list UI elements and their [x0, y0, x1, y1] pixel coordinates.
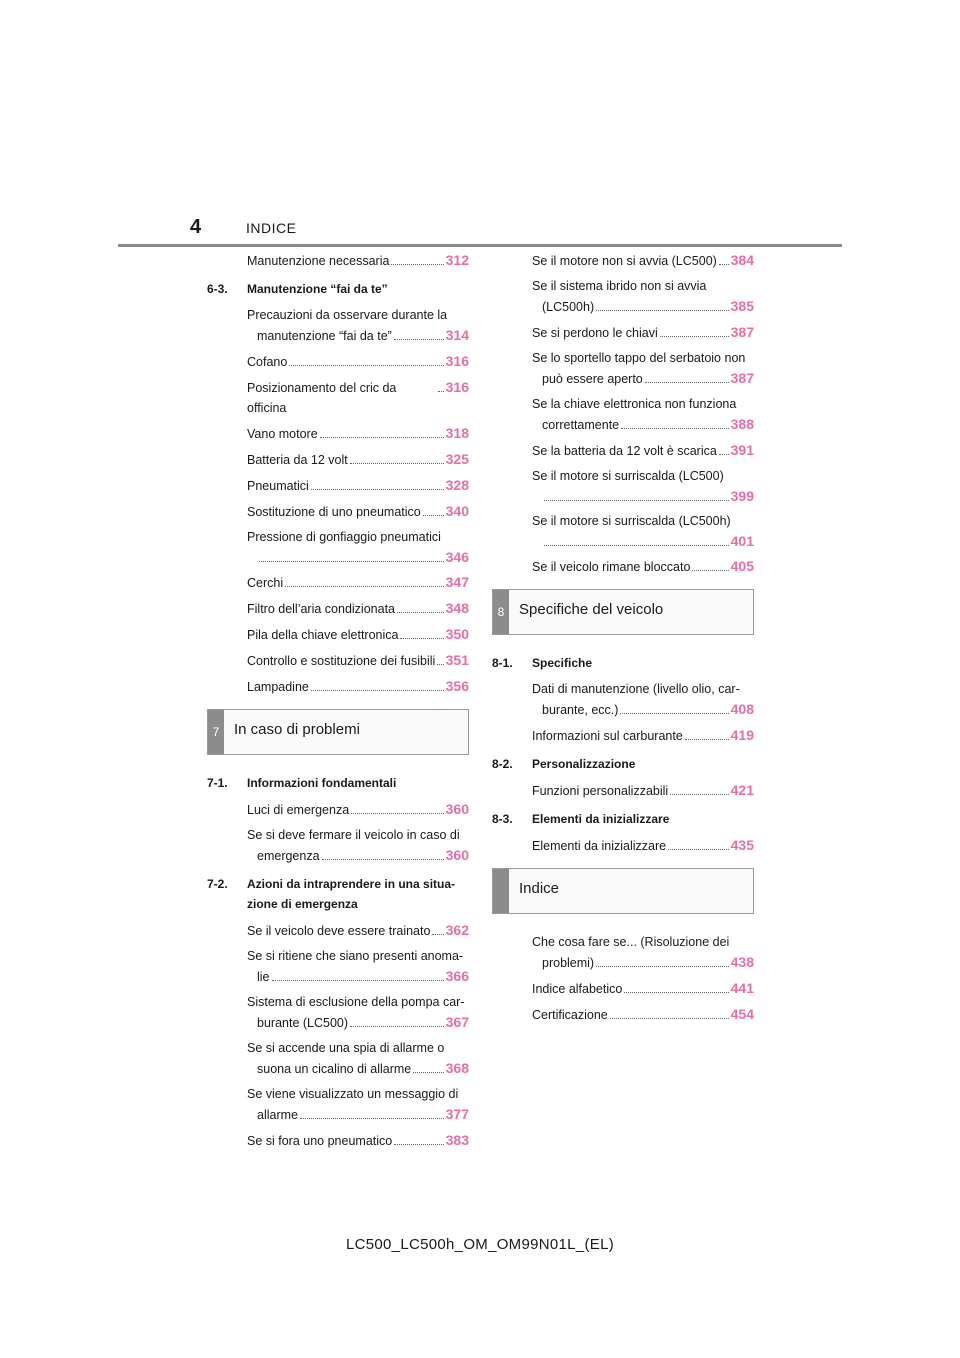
- dot-leader: [438, 391, 444, 392]
- entry-continuation: lie: [257, 970, 270, 984]
- dot-leader: [300, 1118, 444, 1119]
- page-link[interactable]: 384: [730, 252, 754, 268]
- section-number: 8-1.: [492, 656, 513, 670]
- entry-text: Informazioni sul carburante: [532, 729, 683, 743]
- entry-line: [532, 556, 754, 577]
- toc-entry[interactable]: [492, 511, 754, 551]
- page-number: 4: [190, 216, 202, 238]
- entry-text: Sostituzione di uno pneumatico: [247, 505, 421, 519]
- entry-line: [532, 486, 754, 506]
- entry-line: [247, 377, 469, 418]
- entry-text: Luci di emergenza: [247, 803, 350, 817]
- chapter-box[interactable]: [207, 709, 469, 755]
- toc-entry[interactable]: [207, 946, 469, 987]
- entry-line: [247, 449, 469, 470]
- page-link[interactable]: 387: [730, 370, 754, 386]
- entry-line: [532, 699, 754, 720]
- chapter-box[interactable]: [492, 589, 754, 635]
- toc-entry[interactable]: [492, 348, 754, 389]
- entry-line: [532, 780, 754, 801]
- section-title: Manutenzione “fai da te”: [247, 282, 388, 296]
- entry-text: Cofano: [247, 355, 288, 369]
- entry-line: [532, 1004, 754, 1025]
- entry-text: Se lo sportello tappo del serbatoio non: [532, 351, 746, 365]
- page-link[interactable]: 362: [445, 922, 469, 938]
- toc-entry[interactable]: [207, 992, 469, 1033]
- section-title-continued: zione di emergenza: [247, 897, 358, 911]
- page-link[interactable]: 347: [445, 574, 469, 590]
- entry-line: [247, 676, 469, 697]
- page-link[interactable]: 405: [730, 558, 754, 574]
- dot-leader: [394, 1144, 443, 1145]
- page-link[interactable]: 383: [445, 1132, 469, 1148]
- dot-leader: [397, 612, 444, 613]
- entry-line: [532, 952, 754, 973]
- entry-line: [247, 423, 469, 444]
- entry-text: Se il motore non si avvia (LC500): [532, 254, 717, 268]
- entry-text: Filtro dell’aria condizionata: [247, 602, 395, 616]
- entry-text: Se il veicolo rimane bloccato: [532, 560, 691, 574]
- entry-line: [532, 250, 754, 271]
- dot-leader: [685, 739, 729, 740]
- entry-line: [247, 1012, 469, 1033]
- chapter-tab: [493, 869, 509, 913]
- entry-continuation: burante, ecc.): [542, 703, 619, 717]
- entry-continuation: emergenza: [257, 849, 320, 863]
- dot-leader: [272, 980, 444, 981]
- page-link[interactable]: 360: [445, 847, 469, 863]
- entry-line: [532, 368, 754, 389]
- page-link[interactable]: 360: [445, 801, 469, 817]
- toc-entry[interactable]: [492, 466, 754, 506]
- entry-line: [532, 296, 754, 317]
- dot-leader: [596, 966, 729, 967]
- dot-leader: [350, 463, 444, 464]
- dot-leader: [259, 561, 444, 562]
- dot-leader: [351, 813, 443, 814]
- dot-leader: [544, 545, 729, 546]
- dot-leader: [719, 454, 729, 455]
- entry-line: [247, 966, 469, 987]
- section-heading: [492, 809, 754, 829]
- dot-leader: [660, 336, 729, 337]
- toc-entry[interactable]: [492, 1004, 754, 1025]
- entry-text: Funzioni personalizzabili: [532, 784, 669, 798]
- page-link[interactable]: 348: [445, 600, 469, 616]
- toc-entry[interactable]: [207, 351, 469, 372]
- page-link[interactable]: 419: [730, 727, 754, 743]
- entry-line: [532, 725, 754, 746]
- entry-line: [247, 1104, 469, 1125]
- entry-line: [247, 845, 469, 866]
- entry-line: [247, 650, 469, 671]
- entry-text: Elementi da inizializzare: [532, 839, 667, 853]
- section-number: 8-2.: [492, 757, 513, 771]
- dot-leader: [610, 1018, 729, 1019]
- entry-line: [247, 351, 469, 372]
- section-heading: [207, 773, 469, 793]
- page-link[interactable]: 441: [730, 980, 754, 996]
- chapter-tab: 8: [493, 590, 509, 634]
- page-link[interactable]: 316: [445, 379, 469, 395]
- entry-text: Pila della chiave elettronica: [247, 628, 399, 642]
- toc-entry[interactable]: [492, 978, 754, 999]
- entry-text: Dati di manutenzione (livello olio, car-: [532, 682, 740, 696]
- page-title: INDICE: [246, 220, 297, 236]
- page-link[interactable]: 328: [445, 477, 469, 493]
- page-link[interactable]: 366: [445, 968, 469, 984]
- page-link[interactable]: 316: [445, 353, 469, 369]
- entry-text: Controllo e sostituzione dei fusibili: [247, 654, 436, 668]
- dot-leader: [624, 992, 728, 993]
- entry-text: Se il sistema ibrido non si avvia: [532, 279, 707, 293]
- toc-entry[interactable]: [207, 676, 469, 697]
- chapter-title: Specifiche del veicolo: [519, 601, 664, 618]
- entry-continuation: manutenzione “fai da te”: [257, 329, 392, 343]
- toc-entry[interactable]: [207, 598, 469, 619]
- page-link[interactable]: 340: [445, 503, 469, 519]
- entry-line: [532, 835, 754, 856]
- section-title: Azioni da intraprendere in una situa-: [247, 877, 456, 891]
- page-link[interactable]: 350: [445, 626, 469, 642]
- section-number: 6-3.: [207, 282, 228, 296]
- page-header: [118, 216, 842, 246]
- page-link[interactable]: 438: [730, 954, 754, 970]
- entry-continuation: correttamente: [542, 418, 620, 432]
- entry-text: Se il veicolo deve essere trainato: [247, 924, 431, 938]
- entry-line: [532, 414, 754, 435]
- entry-line: [247, 250, 469, 271]
- section-title: Specifiche: [532, 656, 593, 670]
- dot-leader: [311, 690, 444, 691]
- section-title: Informazioni fondamentali: [247, 776, 397, 790]
- entry-continuation: può essere aperto: [542, 372, 643, 386]
- entry-text: Vano motore: [247, 427, 318, 441]
- toc-entry[interactable]: [492, 276, 754, 317]
- dot-leader: [692, 570, 728, 571]
- entry-text: Se si deve fermare il veicolo in caso di: [247, 828, 460, 842]
- toc-entry[interactable]: [207, 1130, 469, 1151]
- entry-text: Se la batteria da 12 volt è scarica: [532, 444, 717, 458]
- page-link[interactable]: 356: [445, 678, 469, 694]
- entry-continuation: problemi): [542, 956, 595, 970]
- left-column: [207, 250, 469, 1156]
- page-link[interactable]: 387: [730, 324, 754, 340]
- entry-line: [247, 572, 469, 593]
- page-link[interactable]: 401: [730, 533, 754, 549]
- page-link[interactable]: 367: [445, 1014, 469, 1030]
- entry-line: [247, 475, 469, 496]
- toc-entry[interactable]: [207, 305, 469, 346]
- entry-text: Che cosa fare se... (Risoluzione dei: [532, 935, 730, 949]
- dot-leader: [322, 859, 444, 860]
- chapter-title: In caso di problemi: [234, 721, 360, 738]
- dot-leader: [350, 1026, 444, 1027]
- toc-entry[interactable]: [492, 250, 754, 271]
- chapter-box[interactable]: [492, 868, 754, 914]
- page-link[interactable]: 346: [445, 549, 469, 565]
- entry-line: [247, 1058, 469, 1079]
- dot-leader: [400, 638, 443, 639]
- entry-text: Manutenzione necessaria: [247, 254, 390, 268]
- dot-leader: [311, 489, 444, 490]
- dot-leader: [423, 515, 444, 516]
- section-number: 8-3.: [492, 812, 513, 826]
- entry-text: Se il motore si surriscalda (LC500): [532, 469, 724, 483]
- entry-line: [247, 624, 469, 645]
- toc-entry[interactable]: [207, 1038, 469, 1079]
- entry-line: [532, 531, 754, 551]
- toc-entry[interactable]: [207, 572, 469, 593]
- page-link[interactable]: 388: [730, 416, 754, 432]
- section-heading: [492, 653, 754, 673]
- entry-line: [532, 322, 754, 343]
- entry-text: Pneumatici: [247, 479, 309, 493]
- toc-entry[interactable]: [492, 556, 754, 577]
- document-code: LC500_LC500h_OM_OM99N01L_(EL): [345, 1236, 615, 1253]
- dot-leader: [289, 365, 443, 366]
- header-divider: [118, 244, 842, 247]
- toc-entry[interactable]: [492, 679, 754, 720]
- section-number: 7-2.: [207, 877, 228, 891]
- entry-continuation: suona un cicalino di allarme: [257, 1062, 412, 1076]
- section-heading: [207, 874, 469, 914]
- entry-continuation: burante (LC500): [257, 1016, 349, 1030]
- entry-text: Indice alfabetico: [532, 982, 623, 996]
- dot-leader: [719, 264, 729, 265]
- entry-line: [247, 547, 469, 567]
- section-title: Personalizzazione: [532, 757, 636, 771]
- entry-continuation: (LC500h): [542, 300, 595, 314]
- entry-line: [532, 440, 754, 461]
- dot-leader: [285, 586, 444, 587]
- entry-line: [247, 325, 469, 346]
- toc-entry[interactable]: [207, 475, 469, 496]
- page-link[interactable]: 314: [445, 327, 469, 343]
- entry-line: [247, 501, 469, 522]
- dot-leader: [668, 849, 729, 850]
- dot-leader: [413, 1072, 443, 1073]
- entry-text: Precauzioni da osservare durante la: [247, 308, 448, 322]
- page-link[interactable]: 312: [445, 252, 469, 268]
- toc-entry[interactable]: [207, 825, 469, 866]
- page-link[interactable]: 408: [730, 701, 754, 717]
- entry-line: [532, 978, 754, 999]
- entry-text: Certificazione: [532, 1008, 608, 1022]
- entry-text: Se si accende una spia di allarme o: [247, 1041, 445, 1055]
- dot-leader: [391, 264, 443, 265]
- entry-line: [247, 1130, 469, 1151]
- entry-text: Cerchi: [247, 576, 284, 590]
- toc-entry[interactable]: [207, 527, 469, 567]
- toc-entry[interactable]: [207, 624, 469, 645]
- entry-text: Posizionamento del cric da officina: [247, 381, 397, 415]
- toc-entry[interactable]: [492, 835, 754, 856]
- toc-entry[interactable]: [207, 799, 469, 820]
- entry-line: [247, 799, 469, 820]
- entry-text: Se la chiave elettronica non funziona: [532, 397, 737, 411]
- entry-text: Se si ritiene che siano presenti anoma-: [247, 949, 464, 963]
- entry-line: [247, 598, 469, 619]
- toc-entry[interactable]: [207, 650, 469, 671]
- section-number: 7-1.: [207, 776, 228, 790]
- toc-entry[interactable]: [492, 322, 754, 343]
- entry-text: Se si perdono le chiavi: [532, 326, 658, 340]
- toc-entry[interactable]: [207, 377, 469, 418]
- dot-leader: [596, 310, 729, 311]
- entry-line: [247, 920, 469, 941]
- page-link[interactable]: 391: [730, 442, 754, 458]
- page-link[interactable]: 377: [445, 1106, 469, 1122]
- dot-leader: [621, 428, 729, 429]
- toc-entry[interactable]: [492, 780, 754, 801]
- dot-leader: [620, 713, 728, 714]
- chapter-tab: 7: [208, 710, 224, 754]
- page-link[interactable]: 351: [445, 652, 469, 668]
- page-link[interactable]: 368: [445, 1060, 469, 1076]
- chapter-title: Indice: [519, 880, 560, 897]
- entry-text: Se si fora uno pneumatico: [247, 1134, 393, 1148]
- toc-entry[interactable]: [207, 250, 469, 271]
- toc-entry[interactable]: [207, 423, 469, 444]
- entry-text: Se il motore si surriscalda (LC500h): [532, 514, 731, 528]
- entry-text: Sistema di esclusione della pompa car-: [247, 995, 465, 1009]
- section-heading: [207, 279, 469, 299]
- page-link[interactable]: 325: [445, 451, 469, 467]
- section-title: Elementi da inizializzare: [532, 812, 670, 826]
- dot-leader: [645, 382, 729, 383]
- dot-leader: [394, 339, 444, 340]
- toc-entry[interactable]: [492, 932, 754, 973]
- page-link[interactable]: 421: [730, 782, 754, 798]
- dot-leader: [544, 500, 729, 501]
- toc-entry[interactable]: [207, 1084, 469, 1125]
- toc-entry[interactable]: [207, 501, 469, 522]
- page-link[interactable]: 435: [730, 837, 754, 853]
- page-link[interactable]: 385: [730, 298, 754, 314]
- page-link[interactable]: 454: [730, 1006, 754, 1022]
- entry-continuation: allarme: [257, 1108, 298, 1122]
- entry-text: Lampadine: [247, 680, 309, 694]
- toc-entry[interactable]: [207, 449, 469, 470]
- toc-entry[interactable]: [207, 920, 469, 941]
- toc-entry[interactable]: [492, 440, 754, 461]
- dot-leader: [670, 794, 728, 795]
- right-column: [492, 250, 754, 1030]
- page-link[interactable]: 399: [730, 488, 754, 504]
- section-heading: [492, 754, 754, 774]
- entry-text: Pressione di gonfiaggio pneumatici: [247, 530, 441, 544]
- dot-leader: [437, 664, 443, 665]
- dot-leader: [432, 934, 443, 935]
- entry-text: Se viene visualizzato un messaggio di: [247, 1087, 459, 1101]
- entry-text: Batteria da 12 volt: [247, 453, 348, 467]
- toc-entry[interactable]: [492, 725, 754, 746]
- toc-entry[interactable]: [492, 394, 754, 435]
- page-link[interactable]: 318: [445, 425, 469, 441]
- dot-leader: [320, 437, 444, 438]
